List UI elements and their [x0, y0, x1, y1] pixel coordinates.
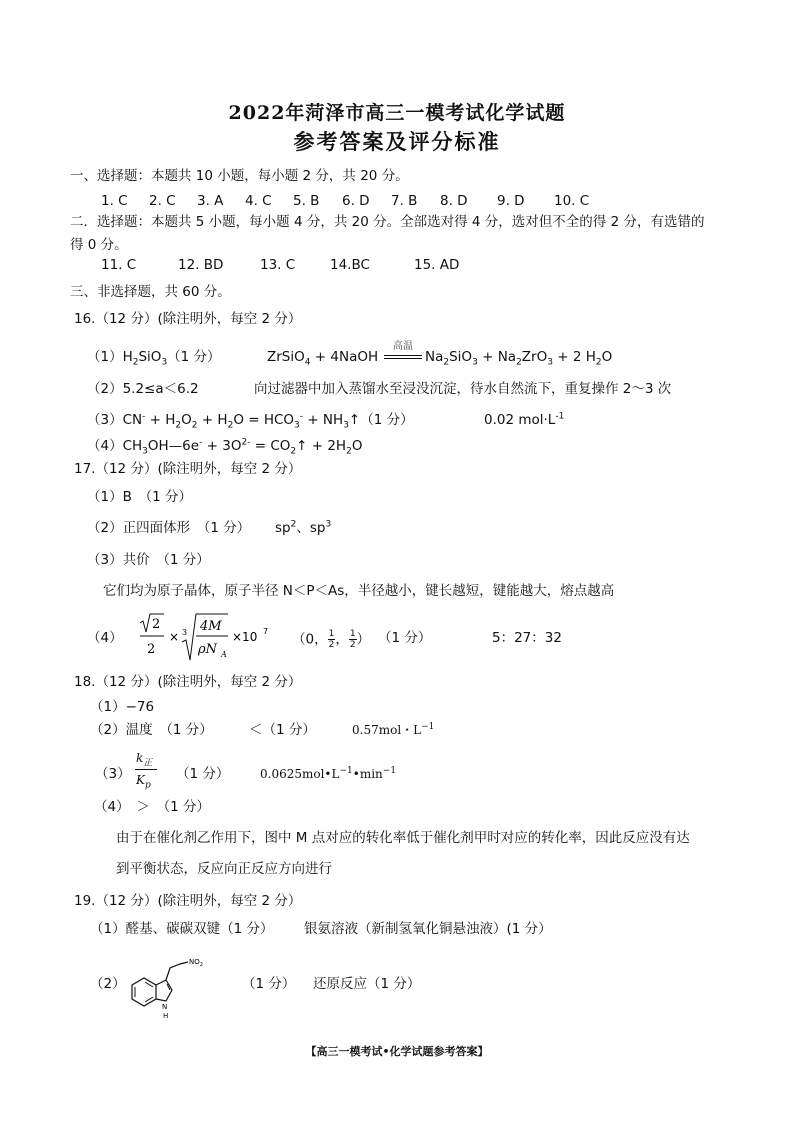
answer-1: 1. C	[101, 193, 128, 209]
sqrt2-value: 2	[152, 617, 161, 632]
answer-14: 14.BC	[330, 257, 370, 273]
q17-header: 17.（12 分）(除注明外，每空 2 分）	[74, 461, 302, 477]
answer-4: 4. C	[245, 193, 272, 209]
answer-9: 9. D	[497, 193, 525, 209]
page-footer: 【高三一模考试•化学试题参考答案】	[305, 1045, 489, 1058]
section1-header: 一、选择题：本题共 10 小题，每小题 2 分，共 20 分。	[70, 168, 409, 184]
answer-6: 6. D	[342, 193, 370, 209]
q18-fraction-bar	[135, 769, 157, 770]
q16-reaction-arrow-line2	[384, 358, 422, 359]
q19-answer-2-label: （2）	[90, 976, 126, 992]
times-sign: ×	[169, 630, 180, 644]
q19-answer-1: （1）醛基、碳碳双键（1 分）	[90, 921, 274, 937]
q17-answer-1: （1）B （1 分）	[87, 489, 192, 505]
answer-3: 3. A	[197, 193, 224, 209]
q19-header: 19.（12 分）(除注明外，每空 2 分）	[74, 893, 302, 909]
answer-10: 10. C	[554, 193, 590, 209]
q18-answer-3-score: （1 分）	[176, 766, 230, 782]
q16-equation-products: $Na_2SiO_3 + Na_2ZrO_3 + 2$ $H_2O$	[425, 349, 613, 368]
q16-reaction-arrow-line1	[384, 355, 422, 356]
answer-12: 12. BD	[178, 257, 224, 273]
denominator-2: 2	[147, 642, 156, 657]
q17-answer-3: （3）共价 （1 分）	[87, 552, 210, 568]
q19-answer-2b: 还原反应（1 分）	[313, 976, 421, 992]
q19-answer-1b: 银氨溶液（新制氢氧化铜悬浊液）(1 分）	[304, 921, 552, 937]
q18-equilibrium-constant: $K_p$	[136, 773, 151, 791]
q17-answer-2: （2）正四面体形 （1 分）	[87, 520, 251, 536]
ring-hydrogen: H	[163, 1012, 169, 1020]
q18-header: 18.（12 分）(除注明外，每空 2 分）	[74, 674, 302, 690]
answer-8: 8. D	[440, 193, 468, 209]
answer-5: 5. B	[293, 193, 320, 209]
q18-answer-3-label: （3）	[95, 766, 131, 782]
page-title: 2022年菏泽市高三一模考试化学试题	[228, 102, 566, 124]
q16-answer-1: $(1)H_2SiO_3(1$ 分）	[87, 349, 221, 368]
q16-answer-4: $(4)CH_3OH—6e^- + 3O^{2-}$ = $CO_2↑ + 2H_2O$	[87, 437, 363, 457]
answer-15: 15. AD	[414, 257, 460, 273]
q18-answer-1: （1）−76	[90, 699, 155, 715]
benzene-ring	[132, 978, 156, 1006]
q16-answer-3: $(3)CN^- + H_2O_2 + H_2O = HCO_3^-$ + $NH_3↑(1$ 分）	[87, 411, 414, 431]
answer-11: 11. C	[101, 257, 137, 273]
q18-answer-4-line1: 由于在催化剂乙作用下，图中 M 点对应的转化率低于催化剂甲时对应的转化率，因此反应没有达	[116, 830, 690, 846]
q17-answer-3b: 它们均为原子晶体，原子半径 N＜P＜As，半径越小，键长越短，键能越大，熔点越高	[103, 583, 615, 599]
q18-answer-3-value: $0.0625mol•L^{-1}•\min^{-1}$	[260, 766, 397, 781]
indole-structure	[126, 952, 226, 1024]
root-index: 3	[182, 628, 188, 637]
section2-header-line1: 二．选择题：本题共 5 小题，每小题 4 分，共 20 分。全部选对得 4 分，选对但不全的得 2 分，有选错的	[70, 214, 705, 230]
nitro-group: $NO_2$	[189, 958, 203, 968]
ring-nitrogen: N	[162, 1003, 168, 1011]
exponent-7: 7	[263, 627, 269, 636]
numerator-4M: 4M	[200, 619, 222, 634]
subscript-A: A	[221, 650, 227, 659]
q17-answer-4-label: （4）	[87, 630, 123, 646]
q17-answer-4-ratio: 5：27：32	[492, 630, 562, 646]
q18-answer-2c: 0.57mol・$L^{-1}$	[352, 722, 435, 737]
q18-rate-constant: $k_正$	[136, 751, 153, 769]
page-subtitle: 参考答案及评分标准	[293, 130, 501, 154]
answer-7: 7. B	[391, 193, 418, 209]
times-ten: ×10	[232, 630, 258, 644]
q18-answer-2b: ＜（1 分）	[249, 722, 316, 738]
answer-2: 2. C	[149, 193, 176, 209]
q16-answer-2: （2）5.2≤a＜6.2	[87, 381, 199, 397]
pyrrole-ring	[156, 980, 172, 1001]
q16-header: 16.（12 分）(除注明外，每空 2 分）	[74, 311, 302, 327]
q17-density-formula	[132, 612, 280, 664]
denominator-rhoN: ρN	[198, 642, 218, 657]
q16-answer-2b: 向过滤器中加入蒸馏水至浸没沉淀，待水自然流下，重复操作 2～3 次	[254, 381, 672, 397]
section3-header: 三、非选择题，共 60 分。	[70, 284, 231, 300]
q16-reaction-condition: 高温	[393, 341, 413, 352]
section2-header-line2: 得 0 分。	[70, 237, 128, 253]
q16-answer-3b: 0.02 $mol\cdot L^{-1}$	[484, 411, 565, 428]
q18-answer-4: （4） ＞ （1 分）	[94, 799, 210, 815]
q16-equation: ZrSiO$_4$ + 4NaOH	[267, 349, 379, 368]
q19-answer-2-score: （1 分）	[242, 976, 296, 992]
q17-answer-2b: $sp^2$、$sp^3$	[275, 519, 332, 536]
ethyl-chain	[166, 962, 188, 980]
q17-coordinates: （0， $\frac{1}{2}$ ， $\frac{1}{2}$ ）	[292, 629, 371, 650]
q18-answer-4-line2: 到平衡状态，反应向正反应方向进行	[116, 861, 332, 877]
answer-13: 13. C	[260, 257, 296, 273]
q17-answer-4-score: （1 分）	[378, 630, 432, 646]
q18-answer-2: （2）温度 （1 分）	[90, 722, 213, 738]
